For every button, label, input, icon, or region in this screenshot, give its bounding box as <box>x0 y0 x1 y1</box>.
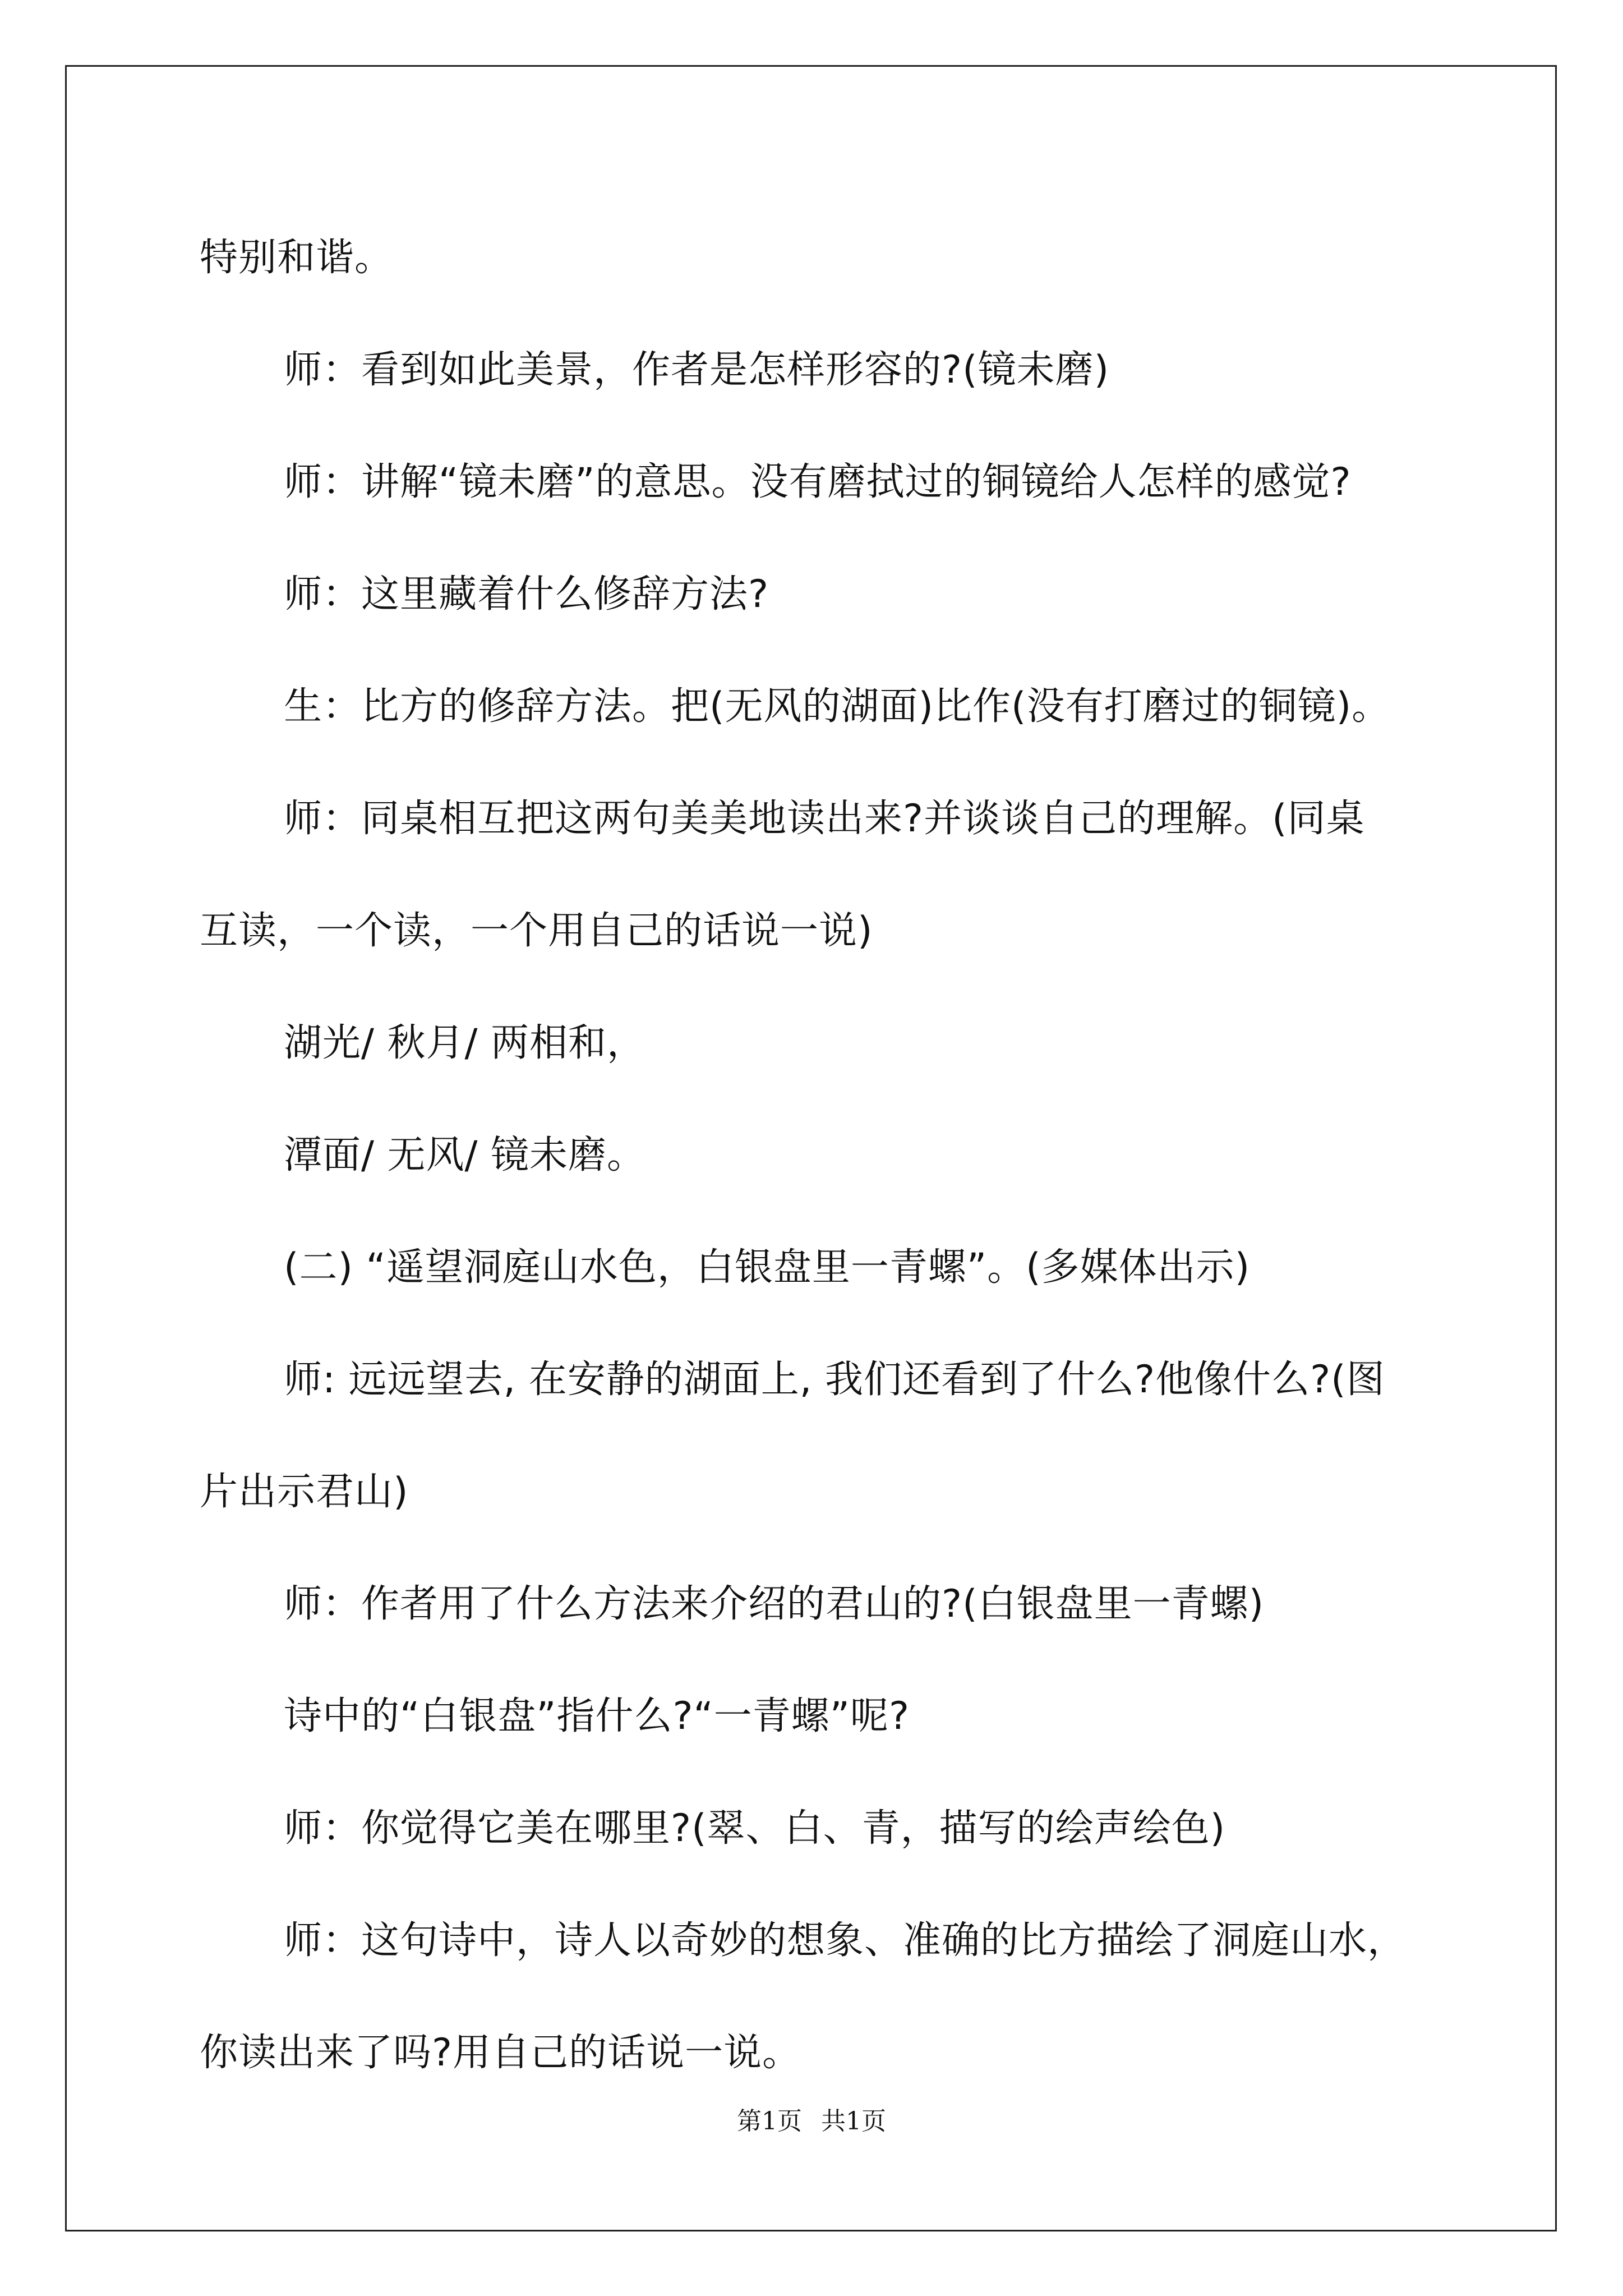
paragraph: 师：这句诗中，诗人以奇妙的想象、准确的比方描绘了洞庭山水， <box>284 1918 1407 1963</box>
paragraph: 师：这里藏着什么修辞方法? <box>284 572 769 616</box>
paragraph: 师：讲解“镜未磨”的意思。没有磨拭过的铜镜给人怎样的感觉? <box>284 460 1352 504</box>
section-heading: (二) “遥望洞庭山水色，白银盘里一青螺”。(多媒体出示) <box>284 1245 1251 1290</box>
paragraph: 片出示君山) <box>200 1470 409 1514</box>
paragraph: 生：比方的修辞方法。把(无风的湖面)比作(没有打磨过的铜镜)。 <box>284 684 1391 729</box>
paragraph: 你读出来了吗?用自己的话说一说。 <box>200 2031 801 2075</box>
page-number: 第1页 <box>737 2107 802 2136</box>
paragraph: 师：作者用了什么方法来介绍的君山的?(白银盘里一青螺) <box>284 1582 1265 1626</box>
paragraph: 诗中的“白银盘”指什么?“一青螺”呢? <box>284 1694 910 1738</box>
poem-line: 潭面/ 无风/ 镜未磨。 <box>284 1133 646 1177</box>
page-footer <box>0 2101 1623 2137</box>
page-total: 共1页 <box>821 2107 886 2136</box>
paragraph: 师: 远远望去, 在安静的湖面上, 我们还看到了什么?他像什么?(图 <box>284 1358 1385 1402</box>
paragraph: 师：看到如此美景，作者是怎样形容的?(镜未磨) <box>284 348 1110 392</box>
document-body <box>200 202 1450 2109</box>
paragraph: 师：同桌相互把这两句美美地读出来?并谈谈自己的理解。(同桌 <box>284 797 1365 841</box>
paragraph: 互读，一个读，一个用自己的话说一说) <box>200 909 873 953</box>
paragraph: 特别和谐。 <box>200 236 394 280</box>
poem-line: 湖光/ 秋月/ 两相和， <box>284 1021 646 1065</box>
paragraph: 师：你觉得它美在哪里?(翠、白、青，描写的绘声绘色) <box>284 1806 1226 1851</box>
